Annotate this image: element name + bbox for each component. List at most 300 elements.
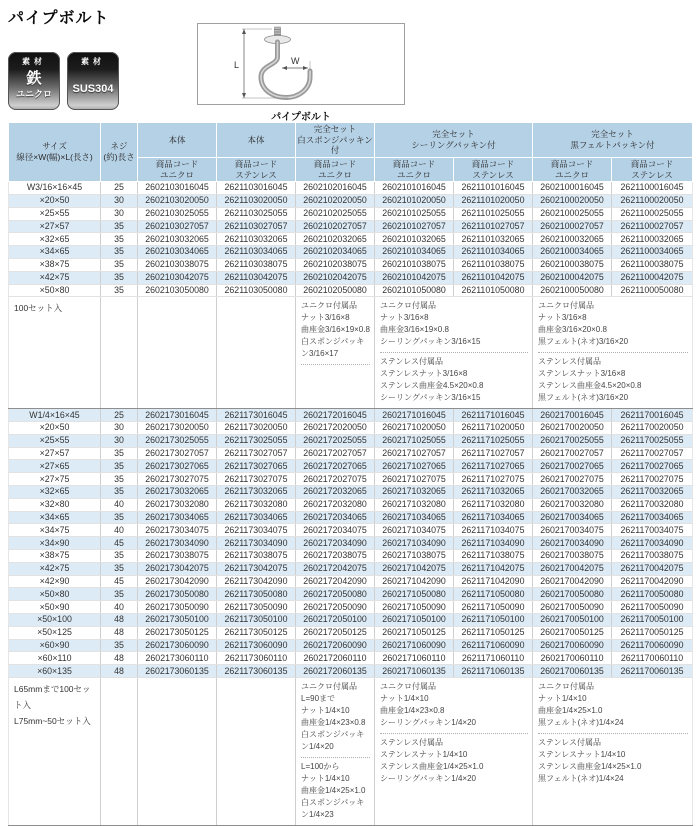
cell-screw-length: 35	[101, 550, 138, 563]
cell-code-1: 2621103050080	[217, 284, 296, 297]
table-row	[9, 537, 693, 550]
cell-code-0: 2602173027057	[138, 447, 217, 460]
cell-code-1: 2621103025055	[217, 207, 296, 220]
table-row	[9, 220, 693, 233]
text-line: 完全セット	[313, 124, 357, 134]
cell-code-1: 2621103032065	[217, 233, 296, 246]
note-block	[380, 300, 528, 348]
cell-size: ×50×100	[9, 614, 101, 627]
cell-code-3: 2602101034065	[375, 246, 454, 259]
header-code-3	[375, 157, 454, 181]
cell-code-1: 2621173050090	[217, 601, 296, 614]
cell-code-4: 2621171025055	[454, 434, 533, 447]
cell-code-4: 2621171016045	[454, 409, 533, 422]
cell-code-4: 2621101042075	[454, 271, 533, 284]
text-line: 曲座金1/4×23×0.8	[380, 706, 445, 716]
text-line: ユニクロ付属品	[301, 301, 357, 311]
cell-code-1: 2621173060135	[217, 665, 296, 678]
cell-code-6: 2621170025055	[612, 434, 693, 447]
cell-code-5: 2602170034075	[533, 524, 612, 537]
cell-code-6: 2621170050100	[612, 614, 693, 627]
cell-code-6: 2621170050125	[612, 626, 693, 639]
text-line: L=100から	[301, 762, 340, 772]
cell-screw-length: 35	[101, 271, 138, 284]
cell-size: ×60×135	[9, 665, 101, 678]
note-empty-body-stainless	[217, 297, 296, 409]
cell-code-3: 2602171020050	[375, 422, 454, 435]
cell-code-0: 2602173027065	[138, 460, 217, 473]
text-line: 曲座金1/4×25×1.0	[538, 706, 603, 716]
cell-code-2: 2602172027075	[296, 473, 375, 486]
cell-size: ×32×65	[9, 233, 101, 246]
cell-code-6: 2621100050080	[612, 284, 693, 297]
note-white-sponge	[296, 297, 375, 409]
text-line: ステンレスナット3/16×8	[538, 369, 626, 379]
cell-code-6: 2621100042075	[612, 271, 693, 284]
cell-code-5: 2602170027057	[533, 447, 612, 460]
cell-size: ×34×90	[9, 537, 101, 550]
cell-screw-length: 35	[101, 588, 138, 601]
text-line: 黒フェルト(ネオ)3/16×20	[538, 393, 629, 403]
cell-code-5: 2602170034065	[533, 511, 612, 524]
cell-code-5: 2602170050090	[533, 601, 612, 614]
text-line: 商品コード	[155, 158, 199, 169]
cell-code-4: 2621171020050	[454, 422, 533, 435]
text-line: 完全セット	[432, 129, 475, 140]
cell-code-0: 2602103016045	[138, 182, 217, 195]
note-white-sponge	[296, 678, 375, 826]
text-line: シーリングパッキン付	[411, 139, 496, 150]
cell-code-3: 2602101025055	[375, 207, 454, 220]
cell-code-3: 2602171050080	[375, 588, 454, 601]
cell-code-2: 2602172027065	[296, 460, 375, 473]
note-sealing-packing	[375, 297, 533, 409]
cell-code-1: 2621173042075	[217, 562, 296, 575]
table-row	[9, 639, 693, 652]
material-badge-sus304	[67, 52, 119, 110]
cell-code-0: 2602103050080	[138, 284, 217, 297]
cell-screw-length: 45	[101, 537, 138, 550]
cell-code-4: 2621171060090	[454, 639, 533, 652]
cell-screw-length: 30	[101, 207, 138, 220]
cell-code-5: 2602170027075	[533, 473, 612, 486]
table-row	[9, 588, 693, 601]
cell-size: ×60×90	[9, 639, 101, 652]
note-empty-screw	[101, 678, 138, 826]
cell-code-1: 2621103042075	[217, 271, 296, 284]
cell-screw-length: 25	[101, 182, 138, 195]
text-line: ユニクロ付属品	[380, 682, 436, 692]
cell-code-6: 2621170060090	[612, 639, 693, 652]
cell-code-6: 2621170042090	[612, 575, 693, 588]
hook-body	[261, 42, 310, 98]
text-line: ステンレス曲座金4.5×20×0.8	[538, 381, 642, 391]
header-code-0	[138, 157, 217, 181]
cell-code-3: 2602171034065	[375, 511, 454, 524]
cell-code-5: 2602100016045	[533, 182, 612, 195]
text-line: 本体	[168, 134, 186, 145]
cell-code-2: 2602172034090	[296, 537, 375, 550]
cell-code-1: 2621173016045	[217, 409, 296, 422]
text-line: 白スポンジパッキン付	[297, 134, 373, 156]
header-group-1	[217, 123, 296, 158]
cell-code-2: 2602102038075	[296, 258, 375, 271]
cell-code-6: 2621170032080	[612, 498, 693, 511]
cell-size: ×27×65	[9, 460, 101, 473]
text-line: ナット3/16×8	[538, 313, 587, 323]
cell-screw-length: 25	[101, 409, 138, 422]
table-row	[9, 246, 693, 259]
cell-code-0: 2602173034075	[138, 524, 217, 537]
cell-code-5: 2602170042090	[533, 575, 612, 588]
cell-code-3: 2602171042090	[375, 575, 454, 588]
cell-code-0: 2602173032065	[138, 486, 217, 499]
text-line: 黒フェルト(ネオ)3/16×20	[538, 337, 629, 347]
header-code-1	[217, 157, 296, 181]
cell-code-0: 2602103020050	[138, 194, 217, 207]
cell-code-4: 2621171034075	[454, 524, 533, 537]
cell-code-1: 2621173034075	[217, 524, 296, 537]
cell-code-1: 2621173032065	[217, 486, 296, 499]
table-row	[9, 271, 693, 284]
text-line: 曲座金3/16×19×0.8	[301, 325, 370, 335]
cell-code-1: 2621173060090	[217, 639, 296, 652]
material-badge-line1: 鉄	[26, 70, 42, 87]
text-line: ステンレスナット1/4×10	[538, 750, 626, 760]
cell-code-2: 2602172050090	[296, 601, 375, 614]
table-row	[9, 550, 693, 563]
cell-size: ×50×80	[9, 588, 101, 601]
cell-code-0: 2602103025055	[138, 207, 217, 220]
cell-screw-length: 40	[101, 498, 138, 511]
text-line: ナット1/4×10	[301, 706, 350, 716]
cell-code-5: 2602100034065	[533, 246, 612, 259]
table-row	[9, 194, 693, 207]
cell-code-6: 2621100038075	[612, 258, 693, 271]
cell-code-3: 2602171060090	[375, 639, 454, 652]
cell-code-6: 2621170060110	[612, 652, 693, 665]
cell-code-6: 2621100032065	[612, 233, 693, 246]
cell-code-1: 2621173042090	[217, 575, 296, 588]
cell-code-3: 2602101020050	[375, 194, 454, 207]
text-line: ステンレスナット1/4×10	[380, 750, 468, 760]
table-row	[9, 575, 693, 588]
cell-size: ×34×75	[9, 524, 101, 537]
cell-code-4: 2621171038075	[454, 550, 533, 563]
cell-code-6: 2621100027057	[612, 220, 693, 233]
text-line: ステンレス曲座金1/4×25×1.0	[538, 762, 642, 772]
cell-code-3: 2602171060110	[375, 652, 454, 665]
text-line: 曲座金3/16×20×0.8	[538, 325, 607, 335]
cell-code-2: 2602172060135	[296, 665, 375, 678]
text-line: 本体	[247, 134, 265, 145]
text-line: ステンレス付属品	[538, 738, 601, 748]
table-row	[9, 409, 693, 422]
cell-code-0: 2602173034065	[138, 511, 217, 524]
note-block	[538, 733, 688, 785]
text-line: ユニクロ付属品	[538, 301, 594, 311]
cell-code-1: 2621103027057	[217, 220, 296, 233]
cell-code-3: 2602101038075	[375, 258, 454, 271]
cell-code-2: 2602172042075	[296, 562, 375, 575]
text-line: (約)長さ	[103, 152, 135, 163]
note-block	[380, 352, 528, 404]
cell-size: ×34×65	[9, 246, 101, 259]
text-line: 100セット入	[14, 303, 63, 314]
text-line: 曲座金3/16×19×0.8	[380, 325, 449, 335]
text-line: 曲座金1/4×23×0.8	[301, 718, 366, 728]
header-code-2	[296, 157, 375, 181]
cell-code-3: 2602171027057	[375, 447, 454, 460]
cell-code-5: 2602170060110	[533, 652, 612, 665]
text-line: ナット1/4×10	[538, 694, 587, 704]
cell-code-4: 2621101034065	[454, 246, 533, 259]
note-block	[301, 300, 370, 360]
text-line: 黒フェルト(ネオ)1/4×24	[538, 774, 624, 784]
note-block	[380, 733, 528, 785]
note-black-felt	[533, 678, 693, 826]
table-row	[9, 258, 693, 271]
table-row	[9, 652, 693, 665]
cell-code-5: 2602170042075	[533, 562, 612, 575]
cell-screw-length: 30	[101, 194, 138, 207]
cell-code-4: 2621171027057	[454, 447, 533, 460]
cell-code-0: 2602173038075	[138, 550, 217, 563]
cell-code-6: 2621100025055	[612, 207, 693, 220]
note-row	[9, 678, 693, 826]
text-line: シーリングパッキン1/4×20	[380, 774, 476, 784]
cell-code-6: 2621170050080	[612, 588, 693, 601]
note-block	[380, 681, 528, 729]
material-badge-tag: 素材	[22, 57, 46, 66]
text-line: ネジ	[110, 141, 128, 152]
cell-screw-length: 35	[101, 284, 138, 297]
text-line: ステンレス	[631, 169, 673, 180]
cell-code-1: 2621173034065	[217, 511, 296, 524]
text-line: 黒フェルト(ネオ)1/4×24	[538, 718, 624, 728]
table-row	[9, 284, 693, 297]
cell-code-4: 2621171034090	[454, 537, 533, 550]
cell-code-4: 2621101050080	[454, 284, 533, 297]
cell-code-3: 2602171027075	[375, 473, 454, 486]
cell-code-0: 2602173020050	[138, 422, 217, 435]
cell-screw-length: 45	[101, 575, 138, 588]
note-set-quantity	[9, 297, 101, 409]
cell-size: ×60×110	[9, 652, 101, 665]
cell-code-6: 2621170034065	[612, 511, 693, 524]
table-row	[9, 434, 693, 447]
text-line: シーリングパッキン3/16×15	[380, 393, 481, 403]
table-body-w316	[9, 182, 693, 409]
cell-code-3: 2602101032065	[375, 233, 454, 246]
cell-code-6: 2621170016045	[612, 409, 693, 422]
cell-code-5: 2602100020050	[533, 194, 612, 207]
cell-code-5: 2602100032065	[533, 233, 612, 246]
cell-code-2: 2602172025055	[296, 434, 375, 447]
cell-code-6: 2621170042075	[612, 562, 693, 575]
cell-code-3: 2602171025055	[375, 434, 454, 447]
cell-code-5: 2602170038075	[533, 550, 612, 563]
note-black-felt	[533, 297, 693, 409]
cell-code-2: 2602102020050	[296, 194, 375, 207]
text-line: 商品コード	[234, 158, 278, 169]
text-line: 白スポンジパッキン3/16×17	[301, 337, 365, 359]
cell-code-4: 2621171027065	[454, 460, 533, 473]
cell-code-1: 2621173050100	[217, 614, 296, 627]
cell-code-5: 2602170050125	[533, 626, 612, 639]
cell-code-5: 2602170032065	[533, 486, 612, 499]
note-empty-screw	[101, 297, 138, 409]
cell-size: ×50×80	[9, 284, 101, 297]
text-line: ステンレス付属品	[380, 357, 443, 367]
cell-code-3: 2602171034075	[375, 524, 454, 537]
cell-code-1: 2621173025055	[217, 434, 296, 447]
cell-code-5: 2602170016045	[533, 409, 612, 422]
text-line: ナット3/16×8	[380, 313, 429, 323]
cell-code-1: 2621173038075	[217, 550, 296, 563]
cell-code-2: 2602172060090	[296, 639, 375, 652]
cell-code-1: 2621173032080	[217, 498, 296, 511]
cell-code-0: 2602173025055	[138, 434, 217, 447]
cell-screw-length: 48	[101, 614, 138, 627]
cell-code-0: 2602173042075	[138, 562, 217, 575]
note-block	[301, 364, 370, 368]
text-line: ステンレス曲座金1/4×25×1.0	[380, 762, 484, 772]
cell-screw-length: 48	[101, 665, 138, 678]
note-empty-body-unichrome	[138, 297, 217, 409]
cell-code-4: 2621171032080	[454, 498, 533, 511]
text-line: 商品コード	[550, 158, 594, 169]
cell-code-0: 2602173034090	[138, 537, 217, 550]
cell-code-0: 2602173050100	[138, 614, 217, 627]
cell-code-2: 2602102025055	[296, 207, 375, 220]
cell-size: ×25×55	[9, 434, 101, 447]
figure-caption: パイプボルト	[271, 112, 331, 123]
cell-code-6: 2621170027057	[612, 447, 693, 460]
cell-size: ×42×90	[9, 575, 101, 588]
table-row	[9, 233, 693, 246]
cell-code-2: 2602172038075	[296, 550, 375, 563]
header-group-row	[9, 123, 693, 158]
text-line: 白スポンジパッキン1/4×23	[301, 798, 365, 820]
text-line: ユニクロ	[317, 169, 352, 180]
cell-code-0: 2602103042075	[138, 271, 217, 284]
cell-code-6: 2621170060135	[612, 665, 693, 678]
cell-code-6: 2621100020050	[612, 194, 693, 207]
text-line: ナット1/4×10	[301, 774, 350, 784]
cell-size: ×50×90	[9, 601, 101, 614]
cell-code-4: 2621101032065	[454, 233, 533, 246]
cell-size: W3/16×16×45	[9, 182, 101, 195]
cell-code-4: 2621171042075	[454, 562, 533, 575]
cell-size: ×32×65	[9, 486, 101, 499]
text-line: 曲座金1/4×25×1.0	[301, 786, 366, 796]
cell-code-1: 2621103034065	[217, 246, 296, 259]
cell-code-0: 2602173050080	[138, 588, 217, 601]
cell-code-0: 2602173050090	[138, 601, 217, 614]
cell-code-5: 2602100050080	[533, 284, 612, 297]
cell-screw-length: 35	[101, 258, 138, 271]
cell-code-4: 2621171027075	[454, 473, 533, 486]
cell-screw-length: 35	[101, 460, 138, 473]
text-line: ユニクロ	[554, 169, 589, 180]
cell-code-4: 2621171060135	[454, 665, 533, 678]
cell-code-0: 2602103034065	[138, 246, 217, 259]
text-line: ステンレス	[472, 169, 514, 180]
table-row	[9, 498, 693, 511]
cell-code-3: 2602171027065	[375, 460, 454, 473]
cell-code-3: 2602171060135	[375, 665, 454, 678]
material-badge-line1: SUS304	[72, 83, 114, 95]
note-set-quantity	[9, 678, 101, 826]
text-line: 商品コード	[392, 158, 436, 169]
table-head	[9, 123, 693, 182]
cell-size: ×38×75	[9, 258, 101, 271]
cell-size: ×27×75	[9, 473, 101, 486]
cell-code-2: 2602172027057	[296, 447, 375, 460]
text-line: 黒フェルトパッキン付	[570, 139, 655, 150]
table-row	[9, 460, 693, 473]
cell-screw-length: 35	[101, 511, 138, 524]
table-body-w14	[9, 409, 693, 826]
text-line: シーリングパッキン1/4×20	[380, 718, 476, 728]
cell-code-2: 2602172034065	[296, 511, 375, 524]
text-line: シーリングパッキン3/16×15	[380, 337, 481, 347]
cell-code-4: 2621171060110	[454, 652, 533, 665]
material-badges	[8, 52, 119, 110]
text-line: サイズ	[42, 141, 67, 152]
text-line: ユニクロ付属品	[380, 301, 436, 311]
text-line: 商品コード	[313, 158, 357, 169]
cell-size: ×34×65	[9, 511, 101, 524]
text-line: ステンレスナット3/16×8	[380, 369, 468, 379]
cell-code-2: 2602172032080	[296, 498, 375, 511]
table-row	[9, 614, 693, 627]
cell-screw-length: 35	[101, 447, 138, 460]
text-line: ステンレス曲座金4.5×20×0.8	[380, 381, 484, 391]
cell-screw-length: 35	[101, 246, 138, 259]
cell-code-5: 2602170050080	[533, 588, 612, 601]
cell-code-2: 2602172034075	[296, 524, 375, 537]
cell-code-4: 2621171050090	[454, 601, 533, 614]
header-size	[9, 123, 101, 182]
cell-code-6: 2621170020050	[612, 422, 693, 435]
cell-code-3: 2602101050080	[375, 284, 454, 297]
cell-code-2: 2602172032065	[296, 486, 375, 499]
cell-code-0: 2602173027075	[138, 473, 217, 486]
table-row	[9, 665, 693, 678]
cell-code-1: 2621173034090	[217, 537, 296, 550]
cell-code-1: 2621173027075	[217, 473, 296, 486]
cell-size: ×42×75	[9, 562, 101, 575]
cell-size: ×38×75	[9, 550, 101, 563]
cell-code-0: 2602103032065	[138, 233, 217, 246]
cell-code-5: 2602170020050	[533, 422, 612, 435]
cell-code-5: 2602100042075	[533, 271, 612, 284]
text-line: L75mm~50セット入	[14, 716, 91, 727]
cell-code-3: 2602101016045	[375, 182, 454, 195]
cell-code-4: 2621101020050	[454, 194, 533, 207]
cell-code-2: 2602172042090	[296, 575, 375, 588]
header-code-5	[533, 157, 612, 181]
table-row	[9, 511, 693, 524]
note-block	[301, 757, 370, 821]
cell-code-1: 2621103038075	[217, 258, 296, 271]
cell-code-0: 2602173060135	[138, 665, 217, 678]
cell-code-2: 2602172050125	[296, 626, 375, 639]
table-row	[9, 524, 693, 537]
cell-screw-length: 40	[101, 524, 138, 537]
